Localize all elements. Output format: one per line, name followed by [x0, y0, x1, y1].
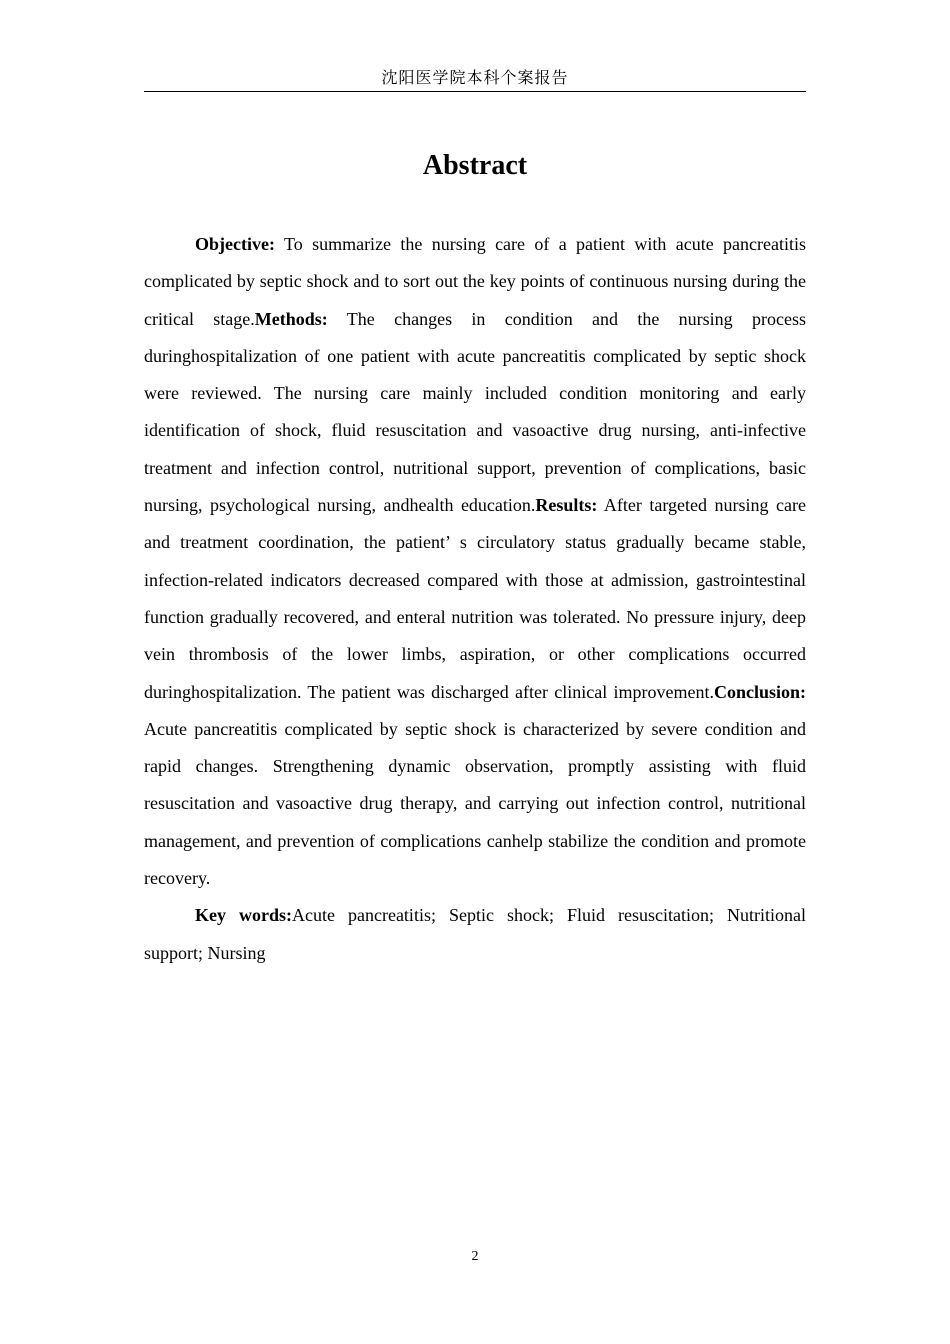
header-institution: 沈阳医学院本科个案报告 [381, 68, 569, 87]
abstract-body [144, 226, 806, 972]
results-text: After targeted nursing care and treatment coordination, the patient’ s circulatory status gradually became stable, infection-related indicators decreased compared with those at admission, gastrointestinal function gradually recovered, and enteral nutrition was tolerated. No pressure injury, deep vein thrombosis of the lower limbs, aspiration, or other complications occurred duringhospitalization. The patient was discharged after clinical improvement. [144, 495, 806, 702]
conclusion-label: Conclusion: [713, 681, 806, 702]
page-header [144, 66, 806, 92]
keywords-paragraph [144, 897, 806, 972]
conclusion-text: Acute pancreatitis complicated by septic shock is characterized by severe condition and rapid changes. Strengthening dynamic observation, promptly assisting with fluid resuscitation and vasoactive drug therapy, and carrying out infection control, nutritional management, and prevention of complications canhelp stabilize the condition and promote recovery. [144, 718, 806, 889]
abstract-paragraph [144, 226, 806, 897]
keyword-item: Septic shock; [448, 905, 554, 926]
keywords-label: Key words: [195, 905, 292, 926]
results-label: Results: [535, 495, 598, 516]
keyword-item: Fluid resuscitation; [566, 905, 714, 926]
keyword-item: Nutritional support; [144, 905, 806, 963]
keyword-item: Nursing [207, 942, 266, 963]
keyword-item: Acute pancreatitis; [292, 905, 436, 926]
objective-label: Objective: [195, 234, 275, 254]
objective-text: To summarize the nursing care of a patient with acute pancreatitis complicated by septic shock and to sort out the key points of continuous nursing during the critical stage. [144, 234, 806, 329]
page-title: Abstract [422, 150, 528, 181]
page-number: 2 [471, 1249, 479, 1264]
methods-text: The changes in condition and the nursing process duringhospitalization of one patient with acute pancreatitis complicated by septic shock were reviewed. The nursing care mainly included condition monitoring and early identification of shock, fluid resuscitation and vasoactive drug nursing, anti-infective treatment and infection control, nutritional support, prevention of complications, basic nursing, psychological nursing, andhealth education. [144, 308, 806, 516]
methods-label: Methods: [254, 308, 328, 329]
